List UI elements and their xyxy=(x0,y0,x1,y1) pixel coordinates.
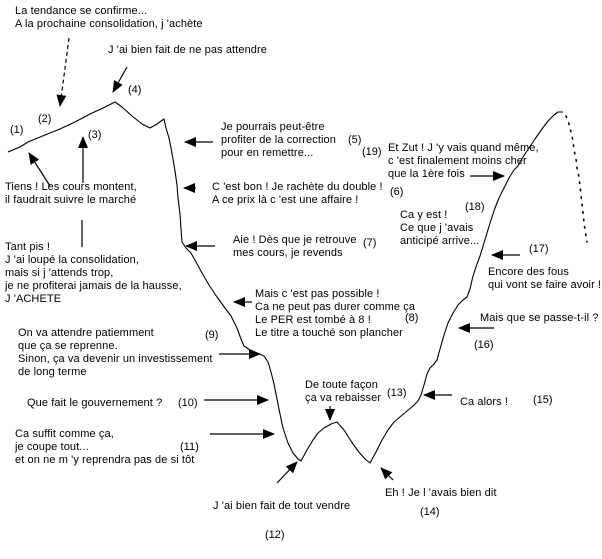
step-label-13: (13) xyxy=(387,387,407,399)
annotation-line: J 'ai bien fait de tout vendre xyxy=(213,500,351,512)
step-label-9: (9) xyxy=(205,329,219,341)
step-label-10: (10) xyxy=(178,397,198,409)
annotation-line: pour en remettre... xyxy=(221,147,314,159)
step-label-19: (19) xyxy=(362,146,382,158)
arrow-step14 xyxy=(381,468,393,480)
annotation-et-zut-going-anyway xyxy=(388,142,539,181)
annotation-line: Ca alors ! xyxy=(460,396,509,408)
annotation-not-possible-per-8 xyxy=(255,288,415,340)
annotation-more-fools-to-be-had xyxy=(488,266,601,292)
step-label-7: (7) xyxy=(363,237,377,249)
step-label-3: (3) xyxy=(88,129,102,141)
annotation-line: il faudrait suivre le marché xyxy=(5,194,137,206)
annotation-wait-patiently-long-term xyxy=(18,327,213,379)
annotation-line: je coupe tout... xyxy=(15,441,89,453)
annotation-glad-sold-everything xyxy=(213,500,350,513)
annotation-line: mais si j 'attends trop, xyxy=(5,267,114,279)
annotation-line: Le titre a touché son plancher xyxy=(255,327,403,339)
annotation-line: mes cours, je revends xyxy=(233,247,343,259)
annotation-line: c 'est finalement moins cher xyxy=(388,155,527,167)
annotation-what-is-happening xyxy=(480,312,599,325)
annotation-line: Ce que j 'avais xyxy=(400,222,474,234)
annotation-line: je ne profiterai jamais de la hausse, xyxy=(5,280,182,292)
step-label-11: (11) xyxy=(180,441,199,453)
annotation-line: Sinon, ça va devenir un investissement xyxy=(18,353,213,365)
annotation-aie-sell-at-breakeven xyxy=(233,234,357,260)
annotation-line: C 'est bon ! Je rachète du double ! xyxy=(212,181,383,193)
step-label-2: (2) xyxy=(38,113,52,125)
annotation-tant-pis-j-achete xyxy=(5,241,182,306)
annotation-line: J 'ACHETE xyxy=(5,293,62,305)
arrow-step2-dashed xyxy=(60,38,69,106)
annotation-line: que la 1ère fois xyxy=(388,168,465,180)
annotation-buy-double-bargain xyxy=(212,181,383,207)
step-label-5: (5) xyxy=(348,134,362,146)
annotation-line: Et Zut ! J 'y vais quand même, xyxy=(388,142,539,154)
annotation-line: Ca y est ! xyxy=(400,209,448,221)
step-label-16: (16) xyxy=(474,339,494,351)
annotation-line: de long terme xyxy=(18,366,87,378)
annotation-line: que ça se reprenne. xyxy=(18,340,118,352)
annotation-ca-alors xyxy=(460,396,508,409)
step-label-6: (6) xyxy=(390,186,404,198)
annotation-line: et on ne m 'y reprendra pas de si tôt xyxy=(15,454,195,466)
annotation-tiens-markets-rising xyxy=(5,181,137,207)
annotation-line: Le PER est tombé à 8 ! xyxy=(255,314,371,326)
annotation-line: J 'ai loupé la consolidation, xyxy=(5,254,140,266)
annotation-line: De toute façon xyxy=(305,379,378,391)
annotation-line: anticipé arrive... xyxy=(400,235,480,247)
annotation-line: On va attendre patiemment xyxy=(18,327,154,339)
step-label-4: (4) xyxy=(128,84,142,96)
annotation-line: Encore des fous xyxy=(488,266,569,278)
annotation-line: J 'ai bien fait de ne pas attendre xyxy=(108,44,267,56)
annotation-line: A la prochaine consolidation, j 'achète xyxy=(15,18,203,30)
step-label-18: (18) xyxy=(465,201,485,213)
annotation-could-profit-correction xyxy=(221,121,336,160)
arrow-step12 xyxy=(277,462,297,483)
annotation-line: Ca suffit comme ça, xyxy=(15,428,114,440)
annotation-enough-cut-everything xyxy=(15,428,194,467)
annotation-anyway-will-fall-again xyxy=(305,379,381,405)
annotation-line: ça va rebaisser xyxy=(305,392,382,404)
step-label-12: (12) xyxy=(265,529,285,541)
anticipated-decline-dotted-line xyxy=(566,116,587,242)
annotation-line: Aie ! Dès que je retrouve xyxy=(233,234,357,246)
annotation-line: Mais c 'est pas possible ! xyxy=(255,288,380,300)
annotation-line: Mais que se passe-t-il ? xyxy=(480,312,599,324)
step-label-17: (17) xyxy=(529,243,549,255)
annotation-line: profiter de la correction xyxy=(221,134,336,146)
annotation-ca-y-est-anticipated xyxy=(400,209,479,248)
annotation-line: Ca ne peut pas durer comme ça xyxy=(255,301,416,313)
annotation-line: Je pourrais peut-être xyxy=(221,121,325,133)
annotation-line: Tant pis ! xyxy=(5,241,51,253)
step-label-14: (14) xyxy=(420,506,440,518)
annotation-line: Tiens ! Les cours montent, xyxy=(5,181,137,193)
step-label-1: (1) xyxy=(10,124,24,136)
annotation-line: qui vont se faire avoir ! xyxy=(488,279,602,291)
step-label-15: (15) xyxy=(533,394,553,406)
step-label-8: (8) xyxy=(405,312,419,324)
annotation-line: La tendance se confirme... xyxy=(15,5,148,17)
annotation-line: Que fait le gouvernement ? xyxy=(27,397,163,409)
annotation-line: A ce prix là c 'est une affaire ! xyxy=(212,194,359,206)
annotation-what-is-government-doing xyxy=(27,397,162,410)
annotation-line: Eh ! Je l 'avais bien dit xyxy=(385,487,497,499)
annotation-trend-confirmed xyxy=(15,5,203,31)
annotation-glad-did-not-wait xyxy=(108,44,267,57)
arrow-step4-peak xyxy=(113,67,127,92)
annotation-eh-i-told-you-so xyxy=(385,487,497,500)
